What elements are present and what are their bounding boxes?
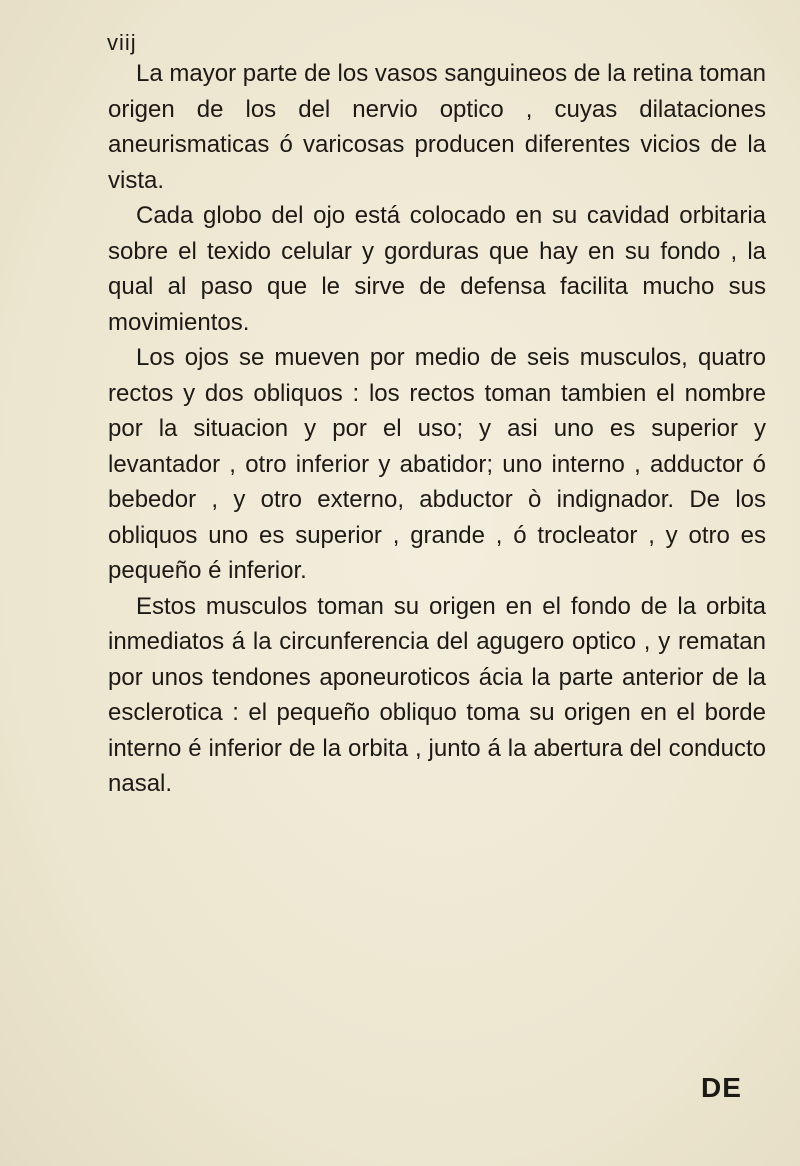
paragraph-eye-globe: Cada globo del ojo está colocado en su cavidad orbitaria sobre el texido celular y gorduras que hay en su fondo , la qual al paso que le sirve de defensa facilita mucho sus movimientos. bbox=[108, 202, 766, 336]
catchword: DE bbox=[701, 1072, 742, 1103]
paragraph-muscle-origin: Estos musculos toman su origen en el fondo de la orbita inmediatos á la circunferencia del agugero optico , y rematan por unos tendones aponeuroticos ácia la parte anterior de la esclerotica : el pequeño obliquo toma su origen en el borde interno é inferior de la orbita , junto á la abertura del conducto nasal. bbox=[108, 592, 766, 797]
body-text bbox=[108, 56, 766, 802]
paragraph-retina-vessels: La mayor parte de los vasos sanguineos de la retina toman origen de los del nervio optico , cuyas dilataciones aneurismaticas ó varicosas producen diferentes vicios de la vista. bbox=[108, 60, 766, 194]
page-number: viij bbox=[107, 30, 137, 55]
paragraph-eye-muscles: Los ojos se mueven por medio de seis musculos, quatro rectos y dos obliquos : los rectos toman tambien el nombre por la situacion y por el uso; y asi uno es superior y levantador , otro inferior y abatidor; uno interno , adductor ó bebedor , y otro externo, abductor ò indignador. De los obliquos uno es superior , grande , ó trocleator , y otro es pequeño é inferior. bbox=[108, 344, 766, 584]
